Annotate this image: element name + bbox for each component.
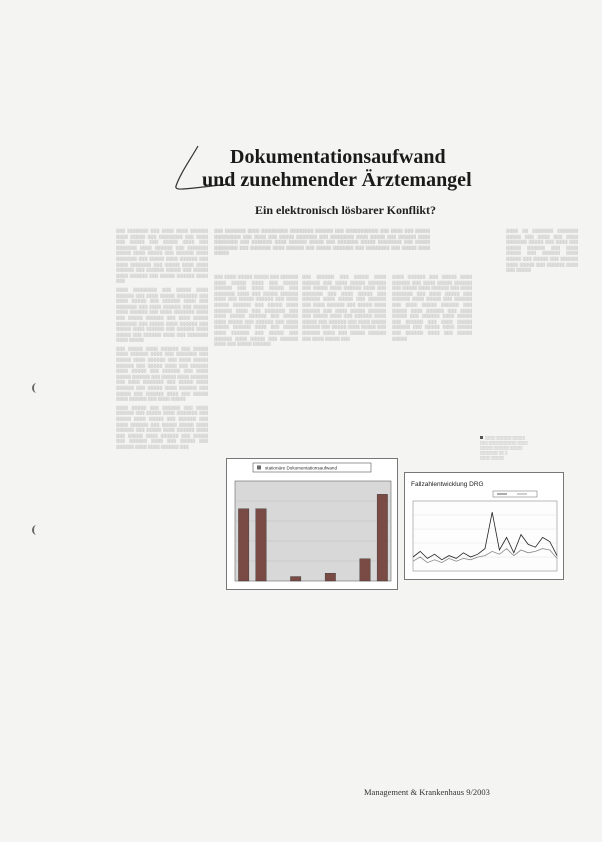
line-chart	[404, 472, 564, 580]
article-title-line1: Dokumentationsaufwand	[230, 146, 446, 168]
body-column-4: ░░░░ ░░░░░░ ░░░ ░░░░░ ░░░░ ░░░░░░ ░░░ ░░░░ ░░░░░ ░░░░░░ ░░░ ░░░░░ ░░░░ ░░░░░░ ░░░ ░░░░ ░░░░░░░ ░░░ ░░░░ ░░░░░ ░░░ ░░░░░░ ░░░░ ░░░░░ ░░░ ░░░░░░ ░░░ ░░░░ ░░░░░ ░░░░░░ ░░░ ░░░░░ ░░░░ ░░░░░░ ░░░ ░░░░ ░░░░░ ░░░ ░░░░░░ ░░░░ ░░░░░ ░░░ ░░░░░░ ░░░ ░░░░ ░░░░░ ░░░░░░ ░░░ ░░░░░ ░░░░ ░░░░░ ░░░ ░░░░░░ ░░░░ ░░░ ░░░░░ ░░░░░	[392, 274, 472, 341]
bar	[290, 577, 300, 581]
bullet-icon	[480, 436, 483, 439]
body-column-5: ░░░░ ░░ ░░░░░░░ ░░░░░░░ ░░░░░ ░░░ ░░░░ ░░░ ░░░░ ░░░░░░░ ░░░░░ ░░░ ░░░░ ░░░ ░░░░░ ░░░░░░ ░░░ ░░░░ ░░░░░ ░░░ ░░░░░░ ░░░░ ░░░░░ ░░░ ░░░░░ ░░░ ░░░░░░ ░░░░ ░░░░░ ░░░ ░░░░░░ ░░░░ ░░░ ░░░░░	[506, 228, 578, 273]
bar-chart	[226, 458, 398, 590]
bar	[360, 559, 370, 581]
chart-title: Fallzahlentwicklung DRG	[411, 481, 484, 488]
body-column-1: ░░░ ░░░░░░░ ░░░ ░░░░ ░░░░ ░░░░░░ ░░░░ ░░░░░ ░░░ ░░░░░░░░ ░░░ ░░░░ ░░░ ░░░░░ ░░░ ░░░░░ ░░░░ ░░░ ░░░░░░░ ░░░░ ░░░░░░ ░░░ ░░░░░░░ ░░░░░ ░░░░ ░░░░░ ░░░ ░░░░░░ ░░░░ ░░░░░░░ ░░░ ░░░░░ ░░░░ ░░░░░░ ░░░ ░░░░ ░░░░░░░ ░░░ ░░░░░ ░░░░ ░░░░ ░░░░░░ ░░░ ░░░░░░ ░░░░░ ░░░ ░░░░░ ░░░░ ░░░░░░ ░░░ ░░░░░ ░░░░░░ ░░░░ ░░░ ░░░░ ░░░░░░░░ ░░░ ░░░░░ ░░░░ ░░░░░░ ░░░ ░░░░ ░░░░░ ░░░░░░░ ░░░ ░░░░ ░░░░░ ░░░ ░░░░░░ ░░░░ ░░░ ░░░░░░░ ░░░ ░░░░ ░░░░░░ ░░░ ░░░░░ ░░░░ ░░░░░░ ░░░ ░░░░ ░░░░░░░ ░░░░ ░░░ ░░░░░ ░░░░░░ ░░░ ░░░░ ░░░░░ ░░░░░░░ ░░░ ░░░░░ ░░░░ ░░░░░░ ░░░ ░░░░░ ░░░░ ░░░░░░ ░░░ ░░░░░░ ░░░░ ░░░░░ ░░░ ░░░░░░ ░░░░ ░░░ ░░░░░░░ ░░░░ ░░░░░ ░░░ ░░░░░ ░░░░ ░░░░░░ ░░░ ░░░░░ ░░░░ ░░░░░░ ░░░░ ░░░ ░░░░░░░ ░░░ ░░░░░ ░░░░ ░░░░░░ ░░░ ░░░░ ░░░░░ ░░░░░░ ░░░ ░░░░░ ░░░░ ░░░ ░░░░░░ ░░░░ ░░░░░ ░░░ ░░░░░░ ░░░ ░░░░ ░░░░░ ░░░░░░ ░░░ ░░░░░ ░░░░ ░░░░░░ ░░░ ░░░░ ░░░░░░░ ░░░ ░░░░░ ░░░░ ░░░░░░ ░░░ ░░░░░ ░░░░ ░░░░░░ ░░░ ░░░░░ ░░░ ░░░░░░ ░░░░ ░░░ ░░░░░ ░░░░ ░░░░░░ ░░░ ░░░░ ░░░░░ ░░░░ ░░░░░ ░░░ ░░░░░░ ░░░ ░░░░ ░░░░░░ ░░░ ░░░░░ ░░░░ ░░░░░░░ ░░░ ░░░░░ ░░░░ ░░░░░ ░░░ ░░░░░░ ░░░ ░░░░ ░░░░░░ ░░░ ░░░░░ ░░░░░ ░░░░ ░░░░░░ ░░░ ░░░░░ ░░░░ ░░░░░░ ░░░░ ░░░ ░░░░░ ░░░░ ░░░░░░ ░░░ ░░░░░ ░░░ ░░░░░░ ░░░░ ░░░ ░░░░░ ░░░ ░░░░░░ ░░░░ ░░░░ ░░░░░░ ░░░	[116, 228, 208, 449]
lead-paragraph: ░░░ ░░░░░░░ ░░░░ ░░░░░░░░░ ░░░░░░░░ ░░░░░░ ░░░ ░░░░░░░░░░░ ░░░ ░░░░ ░░░ ░░░░░ ░░░░░░░░░ ░░░ ░░░░ ░░░ ░░░░░ ░░░░░░░ ░░░ ░░░░░░░░ ░░░░ ░░░░░ ░░░ ░░░░░░ ░░░░ ░░░░░░░░ ░░░ ░░░░░░░ ░░░░ ░░░░░░ ░░░░░ ░░░ ░░░░░░░ ░░░░░ ░░░░░░░░ ░░░ ░░░░░ ░░░░░░░░ ░░░ ░░░░░░░ ░░░░ ░░░░░░ ░░░ ░░░░░ ░░░░░░░ ░░░ ░░░░░░░░ ░░░ ░░░░░ ░░░░ ░░░░░	[214, 228, 430, 256]
legend-label: stationäre Dokumentationsaufwand	[265, 465, 338, 471]
bar	[377, 494, 387, 581]
bar	[238, 509, 248, 581]
bar	[325, 573, 335, 581]
line-chart-svg	[405, 473, 563, 579]
punch-hole-mark	[32, 383, 41, 393]
body-column-2: ░░░ ░░░░ ░░░░░ ░░░░░ ░░░ ░░░░░░ ░░░░ ░░░░░ ░░░░ ░░░ ░░░░░ ░░░░░░ ░░░ ░░░░ ░░░░░ ░░░ ░░░░░░░ ░░░░ ░░░ ░░░░░ ░░░░░░ ░░░░ ░░░ ░░░░░ ░░░░░░ ░░░ ░░░░ ░░░░░ ░░░░░░ ░░░ ░░░░░ ░░░░ ░░░░░░ ░░░░ ░░░ ░░░░░░░ ░░░ ░░░░ ░░░░░ ░░░░░░ ░░░ ░░░░░ ░░░░ ░░░░░ ░░░ ░░░░░░ ░░░ ░░░░ ░░░░░ ░░░░░░ ░░░░ ░░░ ░░░░░ ░░░░ ░░░░░░ ░░░ ░░░░░ ░░░ ░░░░░░ ░░░░ ░░░░░ ░░░ ░░░░░░ ░░░░ ░░░ ░░░░░ ░░░░░░	[214, 274, 298, 347]
article-subtitle: Ein elektronisch lösbarer Konflikt?	[255, 203, 437, 217]
article-title-line2: und zunehmender Ärztemangel	[202, 169, 472, 191]
punch-hole-mark	[32, 525, 41, 535]
bar-chart-svg	[227, 459, 397, 589]
bar	[256, 509, 266, 581]
author-note: ░░░░ ░░░░░░ ░░░░░ ░░░ ░░░░░░░░░░░ ░░░░ ░░░░░ ░░░░░░ ░░░░░ ░░░░░░░ ░░ ░ ░░░░ ░░░░░	[480, 436, 528, 460]
legend-swatch	[257, 466, 261, 470]
body-column-3: ░░░ ░░░░░░ ░░░ ░░░░░ ░░░░ ░░░░░░ ░░░ ░░░░ ░░░░░ ░░░░░░ ░░░ ░░░░░ ░░░░ ░░░░░░ ░░░░ ░░░ ░░░░░░░ ░░░ ░░░░ ░░░░░ ░░░ ░░░░░░ ░░░░ ░░░░░ ░░░ ░░░░░░ ░░░ ░░░░ ░░░░░░ ░░░ ░░░░░ ░░░░ ░░░░░░ ░░░ ░░░░ ░░░░░ ░░░░░░ ░░░ ░░░░░ ░░░░ ░░░ ░░░░░░ ░░░░ ░░░░░ ░░░ ░░░░░░ ░░░ ░░░░ ░░░░░ ░░░░░░ ░░░ ░░░░░ ░░░░ ░░░░░ ░░░ ░░░░░░ ░░░░ ░░░ ░░░░░ ░░░░░░ ░░░ ░░░░ ░░░░░ ░░░	[302, 274, 386, 341]
plot-area	[413, 501, 557, 571]
publication-footer: Management & Krankenhaus 9/2003	[364, 787, 490, 797]
